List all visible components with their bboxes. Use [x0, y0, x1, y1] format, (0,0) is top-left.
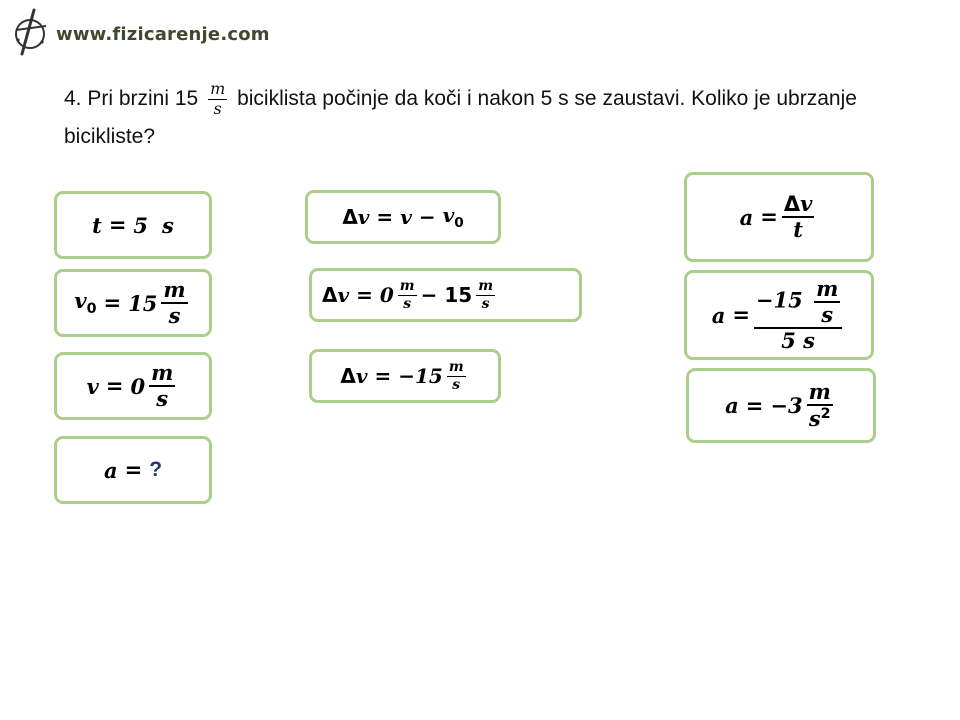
- unit-seconds: s: [162, 212, 174, 238]
- problem-unit-fraction: [208, 81, 227, 118]
- site-url[interactable]: www.fizicarenje.com: [56, 24, 270, 45]
- value-time: 5: [133, 212, 149, 238]
- delta-v-value: −15: [398, 364, 443, 388]
- formula-fraction: $\frac{\Delta v}{t}$: [783, 190, 813, 242]
- fi-logo-icon: [8, 6, 56, 56]
- given-initial-velocity-box: $v_0$ = 15 $\frac{m}{s}$: [54, 269, 212, 337]
- unit-fraction: $\frac{m}{s}$: [448, 358, 464, 393]
- symbol-a: a: [103, 457, 118, 483]
- symbol-v0: $v_0$: [442, 203, 464, 231]
- problem-statement: [64, 80, 904, 156]
- site-logo[interactable]: [8, 6, 278, 56]
- acceleration-value: −3: [770, 393, 803, 418]
- symbol-v: v: [86, 373, 99, 399]
- given-final-velocity-box: v = 0 $\frac{m}{s}$: [54, 352, 212, 420]
- delta-v-definition-box: Δ v = v − $v_0$: [305, 190, 501, 244]
- unknown-acceleration-box: a = ?: [54, 436, 212, 504]
- unit-numerator: m: [210, 79, 226, 99]
- acceleration-formula-box: a = $\frac{\Delta v}{t}$: [684, 172, 874, 262]
- substitution-fraction: −15 $\frac{m}{s}$ 5 s: [754, 278, 842, 352]
- symbol-v0: $v_0$: [74, 288, 97, 318]
- unit-denominator: s: [213, 98, 222, 118]
- symbol-t: t: [92, 212, 102, 238]
- delta-v-result-box: Δ v = −15 $\frac{m}{s}$: [309, 349, 501, 403]
- given-time-box: t = 5 s: [54, 191, 212, 259]
- unit-fraction: $\frac{m}{s}$: [163, 276, 186, 328]
- unknown-mark: ?: [149, 458, 163, 481]
- unit-fraction: $\frac{m}{s^2}$: [808, 378, 831, 431]
- value-initial-velocity: 15: [128, 290, 158, 316]
- delta-v-substitution-box: Δ v = 0 $\frac{m}{s}$ − 15 $\frac{m}{s}$: [309, 268, 582, 322]
- acceleration-result-box: a = −3 $\frac{m}{s^2}$: [686, 368, 876, 443]
- problem-text-start: 4. Pri brzini 15: [64, 87, 199, 110]
- delta-symbol: Δ: [342, 205, 358, 229]
- problem-text-end: biciklista počinje da koči i nakon 5 s se zaustavi. Koliko je ubrzanje bicikliste?: [64, 87, 857, 148]
- value-final-velocity: 0: [130, 373, 146, 399]
- unit-fraction: $\frac{m}{s}$: [399, 277, 415, 312]
- unit-fraction: $\frac{m}{s}$: [151, 359, 174, 411]
- unit-fraction: $\frac{m}{s}$: [478, 277, 494, 312]
- acceleration-substitution-box: a = −15 $\frac{m}{s}$ 5 s: [684, 270, 874, 360]
